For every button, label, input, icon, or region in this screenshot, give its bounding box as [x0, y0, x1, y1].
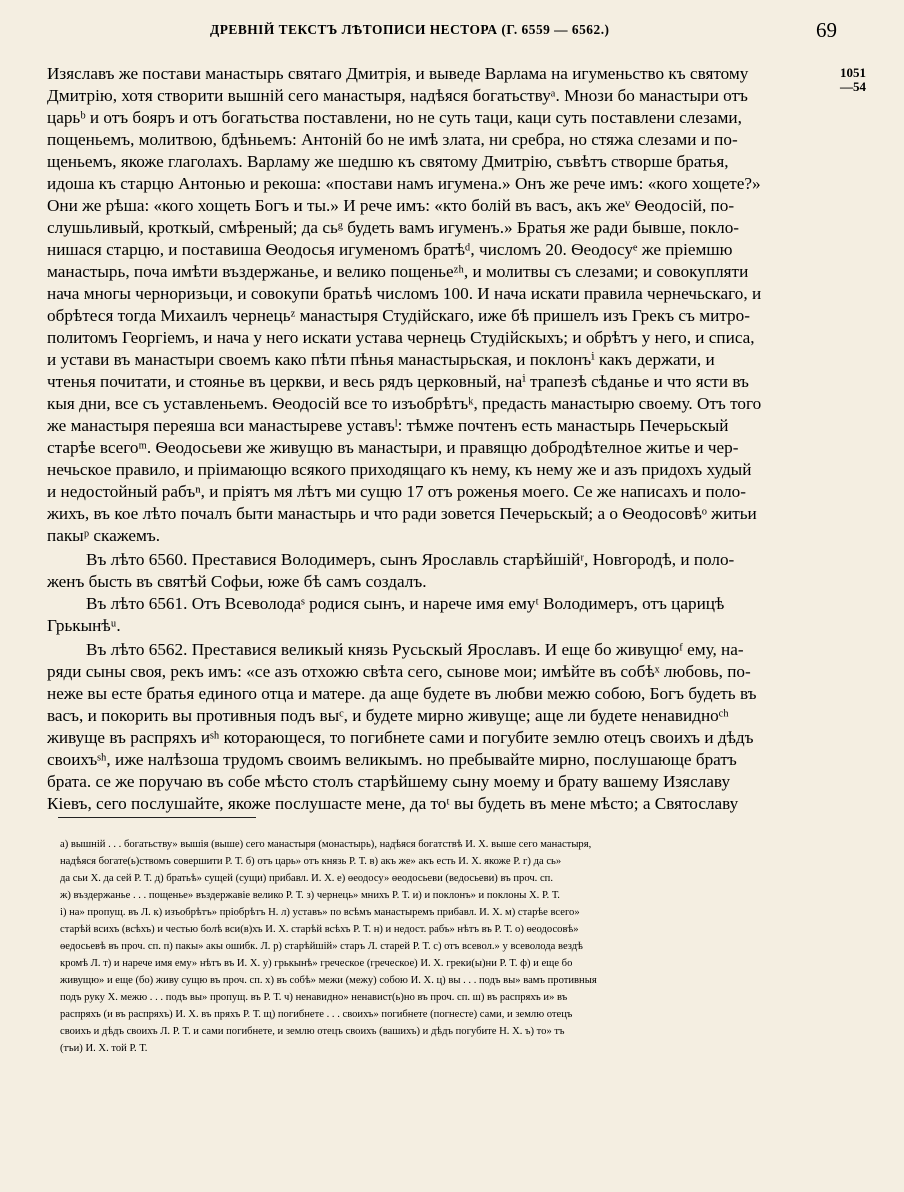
text-line: пакыᵖ скажемъ. — [47, 526, 161, 545]
footnote-line: да сьи Х. да сей Р. Т. д) братьѣ» сущей (сущи) прибавл. И. Х. е) ѳеодосу» ѳеодосьеви (ведосьеви) въ проч. сп. — [60, 873, 553, 884]
margin-year-end: —54 — [840, 79, 866, 94]
footnote-line: живущю» и еще (бо) живу сущю въ проч. сп. х) въ собѣ» межи (межу) собою И. Х. ц) вы . . . подъ вы» вамъ противныя — [60, 975, 597, 986]
footnote-line: (тъи) И. Х. той Р. Т. — [60, 1043, 148, 1054]
text-line: Грькынѣᵘ. — [47, 616, 121, 635]
text-line: кыя дни, все съ уставленьемъ. Ѳеодосій все то изъобрѣтъᵏ, предасть манастырю своему. Отъ того — [47, 394, 762, 413]
text-line: женъ бысть въ святѣй Софьи, юже бѣ самъ создалъ. — [47, 572, 427, 591]
text-line: чтенья почитати, и стоянье въ церкви, и весь рядъ церковный, наⁱ трапезѣ сѣданье и что ясти въ — [47, 372, 749, 391]
text-line: царьᵇ и отъ бояръ и отъ богатьства поставлени, но не суть таци, каци суть поставлени слезами, — [47, 108, 742, 127]
text-line: Кіевъ, сего послушайте, якоже послушасте мене, да тоᵗ вы будеть въ мене мѣсто; а Святославу — [47, 794, 739, 813]
text-line: щеньемъ, якоже глаголахъ. Варламу же шедшю къ святому Дмитрію, съвѣтъ створше братья, — [47, 152, 729, 171]
text-line: брата. се же поручаю въ собе мѣсто столъ старѣйшему сыну моему и брату вашему Изяславу — [47, 772, 731, 791]
margin-year-start: 1051 — [840, 65, 866, 80]
text-line: Дмитрію, хотя створити вышній сего манастыря, надѣяся богатьствуᵃ. Мнози бо манастыри отъ — [47, 86, 748, 105]
text-line: политомъ Георгіемъ, и нача у него искати устава чернець Студійскыхъ; и обрѣтъ у него, и списа, — [47, 328, 755, 347]
footnote-line: подъ руку Х. межю . . . подъ вы» пропущ. въ Р. Т. ч) ненавидно» ненавист(ь)но въ проч. сп. ш) въ распряхъ и» въ — [60, 992, 568, 1003]
text-line: идоша къ старцю Антонью и рекоша: «постави намъ игумена.» Онъ же рече имъ: «кого хощете?» — [47, 174, 761, 193]
text-line: пощеньемъ, молитвою, бдѣньемъ: Антоній бо не имѣ злата, ни сребра, но стяжа слезами и по- — [47, 130, 738, 149]
text-line: живуще въ распряхъ иˢʰ которающеся, то погибнете сами и погубите землю отецъ своихъ и дѣдъ — [47, 728, 754, 747]
entry-6560-line: Въ лѣто 6560. Преставися Володимеръ, сынъ Ярославль старѣйшійʳ, Новгородѣ, и поло- — [86, 550, 735, 569]
text-line: старѣе всегоᵐ. Ѳеодосьеви же живущю въ манастыри, и правящю добродѣтелное житье и чер- — [47, 438, 739, 457]
text-line: манастырь, поча имѣти въздержанье, и велико пощеньеᶻʰ, и молитвы съ слезами; и совокупляти — [47, 262, 749, 281]
footnote-line: ж) въздержанье . . . пощенье» въздержавіе велико Р. Т. з) чернець» мнихъ Р. Т. и) и поклонъ» и поклоны Х. Р. Т. — [60, 890, 560, 901]
footnote-line: надѣяся богате(ь)ствомъ совершити Р. Т. б) отъ царь» отъ князь Р. Т. в) акъ же» акъ есть И. Х. якоже Р. г) да сь» — [60, 856, 562, 867]
text-line: неже вы есте братья единого отца и матере. да аще будете въ любви межю собою, Богъ будеть въ — [47, 684, 757, 703]
footnote-line: своихъ и дѣдъ своихъ Л. Р. Т. и сами погибнете, и землю отецъ своихъ (вашихъ) и дѣдъ погубите Н. Х. ъ) то» тъ — [60, 1026, 565, 1037]
text-line: же манастыря переяша вси манастыреве уставъˡ: тѣмже почтенъ есть манастырь Печерьскый — [47, 416, 729, 435]
entry-6561-line: Въ лѣто 6561. Отъ Всеволодаˢ родися сынъ, и нарече имя емуᵗ Володимеръ, отъ царицѣ — [86, 594, 725, 613]
text-line: жихъ, въ кое лѣто почалъ быти манастырь и что ради зовется Печерьскый; а о Ѳеодосовѣᵒ житьи — [47, 504, 757, 523]
footnote-line: кромѣ Л. т) и нарече имя ему» нѣтъ въ И. Х. у) грькынѣ» греческое (греческое) И. Х. греки(ы)ни Р. Т. ф) и еще бо — [60, 958, 573, 969]
text-line: обрѣтеся тогда Михаилъ чернецьᶻ манастыря Студійскаго, иже бѣ пришелъ изъ Грекъ съ митро- — [47, 306, 750, 325]
text-line: и недостойный рабъⁿ, и пріятъ мя лѣтъ ми сущю 17 отъ роженья моего. Се же написахъ и поло- — [47, 482, 746, 501]
text-line: Они же рѣша: «кого хощеть Богъ и ты.» И рече имъ: «кто болій въ васъ, акъ жеᵛ Ѳеодосій, по- — [47, 196, 735, 215]
footnote-line: ѳедосьевѣ въ проч. сп. п) пакы» акы ошибк. Л. р) старѣйшій» старъ Л. старей Р. Т. с) отъ всевол.» у всеволода вездѣ — [60, 941, 583, 952]
footnote-line: старѣй всихъ (всѣхъ) и честью болѣ вси(в)хъ И. Х. старѣй всѣхъ Р. Т. н) и недост. рабъ» нѣтъ въ Р. Т. о) ѳеодосовѣ» — [60, 924, 579, 935]
text-line: нечьское правило, и пріимающю всякого приходящаго къ нему, къ нему же и азъ придохъ худый — [47, 460, 752, 479]
footnote-divider — [58, 817, 256, 818]
text-line: ряди сыны своя, рекъ имъ: «се азъ отхожю свѣта сего, сынове мои; имѣйте въ собѣˣ любовь, по- — [47, 662, 751, 681]
text-line: васъ, и покорить вы противныя подъ выᶜ, и будете мирно живуще; аще ли будете ненавидноᶜʰ — [47, 706, 729, 725]
text-line: нача многы черноризьци, и совокупи братьѣ числомъ 100. И нача искати правила чернечьскаго, и — [47, 284, 762, 303]
text-line: и устави въ манастыри своемъ како пѣти пѣнья манастырьская, и поклонъⁱ какъ держати, и — [47, 350, 715, 369]
page-header-title: ДРЕВНІЙ ТЕКСТЪ ЛѢТОПИСИ НЕСТОРА (Г. 6559 — 6562.) — [210, 22, 610, 37]
text-line: Изяславъ же постави манастырь святаго Дмитрія, и выведе Варлама на игуменьство къ святому — [47, 64, 749, 83]
entry-6562-line: Въ лѣто 6562. Преставися великый князь Русьскый Ярославъ. И еще бо живущюᶠ ему, на- — [86, 640, 744, 659]
footnote-line: і) на» пропущ. въ Л. к) изъобрѣтъ» пріобрѣтъ Н. л) уставъ» по всѣмъ манастыремъ прибавл. И. Х. м) старѣе всего» — [60, 907, 580, 918]
text-line: слушьливый, кроткый, смѣреный; да сьᵍ будеть вамъ игуменъ.» Братья же ради бывше, покло- — [47, 218, 740, 237]
footnote-line: а) вышній . . . богатьству» вышія (выше) сего манастыря (монастырь), надѣяся богатствѣ И. Х. выше сего манастыря, — [60, 839, 592, 850]
page-number: 69 — [816, 18, 837, 42]
footnote-line: распряхъ (и въ распряхъ) И. Х. въ пряхъ Р. Т. щ) погибнете . . . своихъ» погибнете (погнесте) сами, и землю отецъ — [60, 1009, 573, 1020]
text-line: нишася старцю, и поставиша Ѳеодосья игуменомъ братѣᵈ, числомъ 20. Ѳеодосуᵉ же пріемшю — [47, 240, 733, 259]
text-line: своихъˢʰ, иже налѣзоша трудомъ своимъ великымъ. но пребывайте мирно, послушающе братъ — [47, 750, 737, 769]
